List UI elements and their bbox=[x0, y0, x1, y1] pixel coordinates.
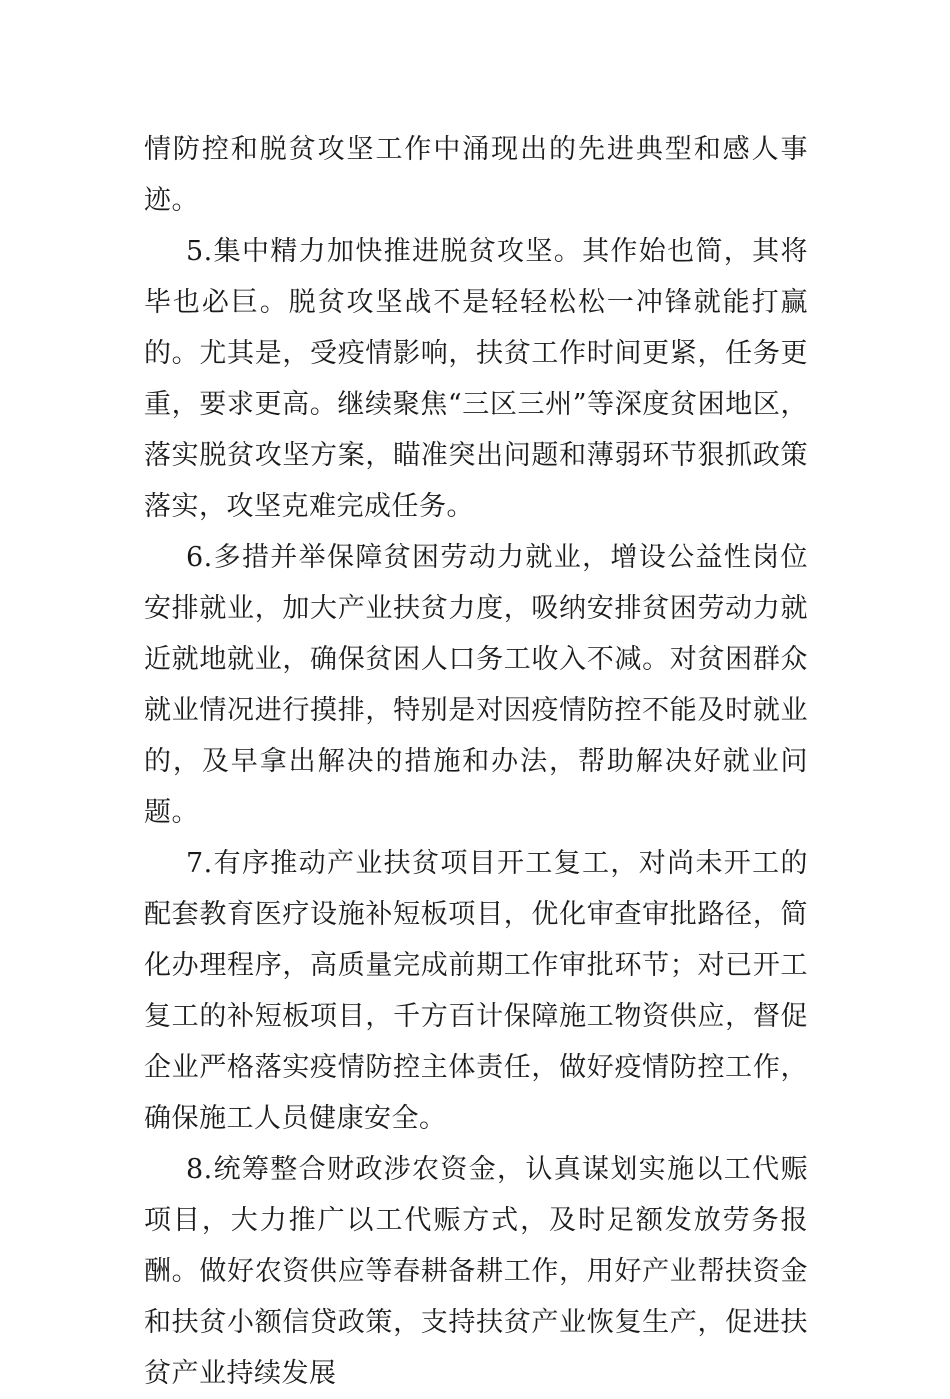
paragraph-continuation: 情防控和脱贫攻坚工作中涌现出的先进典型和感人事迹。 bbox=[144, 134, 808, 216]
paragraph-item-5: 5.集中精力加快推进脱贫攻坚。其作始也简，其将毕也必巨。脱贫攻坚战不是轻轻松松一冲锋就能打赢的。尤其是，受疫情影响，扶贫工作时间更紧，任务更重，要求更高。继续聚焦“三区三州”等深度贫困地区，落实脱贫攻坚方案，瞄准突出问题和薄弱环节狠抓政策落实，攻坚克难完成任务。 bbox=[144, 236, 808, 522]
paragraph-item-8: 8.统筹整合财政涉农资金，认真谋划实施以工代赈项目，大力推广以工代赈方式，及时足额发放劳务报酬。做好农资供应等春耕备耕工作，用好产业帮扶资金和扶贫小额信贷政策，支持扶贫产业恢复生产，促进扶贫产业持续发展 bbox=[144, 1154, 808, 1389]
paragraph-item-6: 6.多措并举保障贫困劳动力就业，增设公益性岗位安排就业，加大产业扶贫力度，吸纳安排贫困劳动力就近就地就业，确保贫困人口务工收入不减。对贫困群众就业情况进行摸排，特别是对因疫情防控不能及时就业的，及早拿出解决的措施和办法，帮助解决好就业问题。 bbox=[144, 542, 808, 828]
paragraph-item-7: 7.有序推动产业扶贫项目开工复工，对尚未开工的配套教育医疗设施补短板项目，优化审查审批路径，简化办理程序，高质量完成前期工作审批环节；对已开工复工的补短板项目，千方百计保障施工物资供应，督促企业严格落实疫情防控主体责任，做好疫情防控工作，确保施工人员健康安全。 bbox=[144, 848, 808, 1134]
document-body bbox=[144, 124, 808, 1399]
